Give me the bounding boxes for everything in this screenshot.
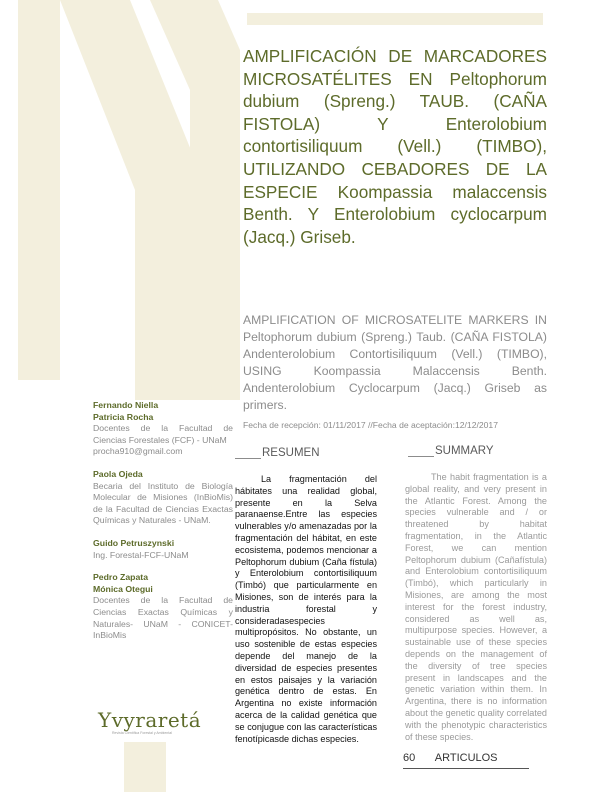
submission-dates: Fecha de recepción: 01/11/2017 //Fecha de aceptación:12/12/2017 [243,420,498,430]
author-block [93,538,233,561]
resumen-body [235,474,377,745]
author-affiliation: Ing. Forestal-FCF-UNaM [93,549,189,560]
journal-logo [98,708,228,736]
summary-body [405,472,547,743]
author-email[interactable]: procha910@gmail.com [93,446,183,457]
decorative-stripes [0,0,240,400]
author-affiliation: Docentes de la Facultad de Ciencias Forestales (FCF) - UNaM [93,423,233,445]
article-title: AMPLIFICACIÓN DE MARCADORES MICROSATÉLITES EN Peltophorum dubium (Spreng.) TAUB. (CAÑA FISTOLA) Y Enterolobium contortisiliquum (Vell.) (TIMBO), UTILIZANDO CEBADORES DE LA ESPECIE Koompassia malaccensis Benth. Y Enterolobium cyclocarpum (Jacq.) Griseb. [243,46,547,247]
heading-rule [408,446,434,457]
author-name: Mónica Otegui [93,583,153,594]
author-name: Pedro Zapata [93,572,149,583]
author-list [93,400,233,653]
author-name: Guido Petruszynski [93,537,175,548]
author-name: Patricia Rocha [93,411,154,422]
page-number: 60 [403,752,416,764]
author-name: Paola Ojeda [93,468,143,479]
author-affiliation: Docentes de la Facultad de Ciencias Exactas Químicas y Naturales- UNaM - CONICET-InBioMis [93,595,233,641]
resumen-heading [235,447,320,459]
section-name: ARTICULOS [434,752,498,764]
article-subtitle: AMPLIFICATION OF MICROSATELITE MARKERS IN Peltophorum dubium (Spreng.) Taub. (CAÑA FISTOLA) Andenterolobium Contortisiliquum (Vell.) (TIMBO), USING Koompassia Malaccensis Benth. Andenterolobium Cyclocarpum (Jacq.) Griseb as primers. [243,313,547,412]
footer-rule [403,768,529,769]
author-name: Fernando Niella [93,400,159,410]
author-affiliation: Becaria del Instituto de Biología Molecular de Misiones (InBioMis) de la Facultad de Ciencias Exactas Químicas y Naturales - UNaM. [93,480,233,526]
heading-rule [235,448,261,459]
logo-tagline: Revista Científica Forestal y Ambiental [112,731,172,735]
title-band [247,13,543,25]
resumen-heading-label: RESUMEN [262,447,320,459]
decorative-footer-block [124,742,166,792]
summary-heading-label: SUMMARY [435,445,494,457]
logo-text: Yvyraretá [98,708,202,732]
author-block [93,469,233,527]
author-block [93,572,233,642]
resumen-text: La fragmentación del hábitates una realidad global, presente en la Selva paranaense.Entre las especies vulnerables y/o amenazadas por la fragmentación del hábitat, en este ecosistema, podemos mencionar a Peltophorum dubium (Caña fístula) y Enterolobium contortisiliquum (Timbó) que particularmente en Misiones, son de interés para la industria forestal y consideradasespecies multipropósitos. No obstante, un uso sostenible de estas especies depende del manejo de la diversidad de especies presentes en estos paisajes y la variación genética dentro de estas. En Argentina no existe información acerca de la calidad genética que se conjugue con las características fenotípicasde dichas especies. [235,474,377,744]
summary-text: The habit fragmentation is a global reality, and very present in the Atlantic Forest. Among the species vulnerable and / or threatened by habitat fragmentation, in the Atlantic Forest, we can mention Peltophorum dubium (Cañafístula) and Enterolobium contortisiliquum (Timbó), which particularly in Misiones, are among the most interest for the forest industry, considered as well as, multipurpose species. However, a sustainable use of these species depends on the management of the diversity of tree species present in landscapes and the genetic variation within them. In Argentina, there is no information about the genetic quality correlated with the phenotypic characteristics of these species. [405,472,547,742]
summary-heading [408,445,494,457]
author-block [93,400,233,458]
page-footer [403,752,533,764]
